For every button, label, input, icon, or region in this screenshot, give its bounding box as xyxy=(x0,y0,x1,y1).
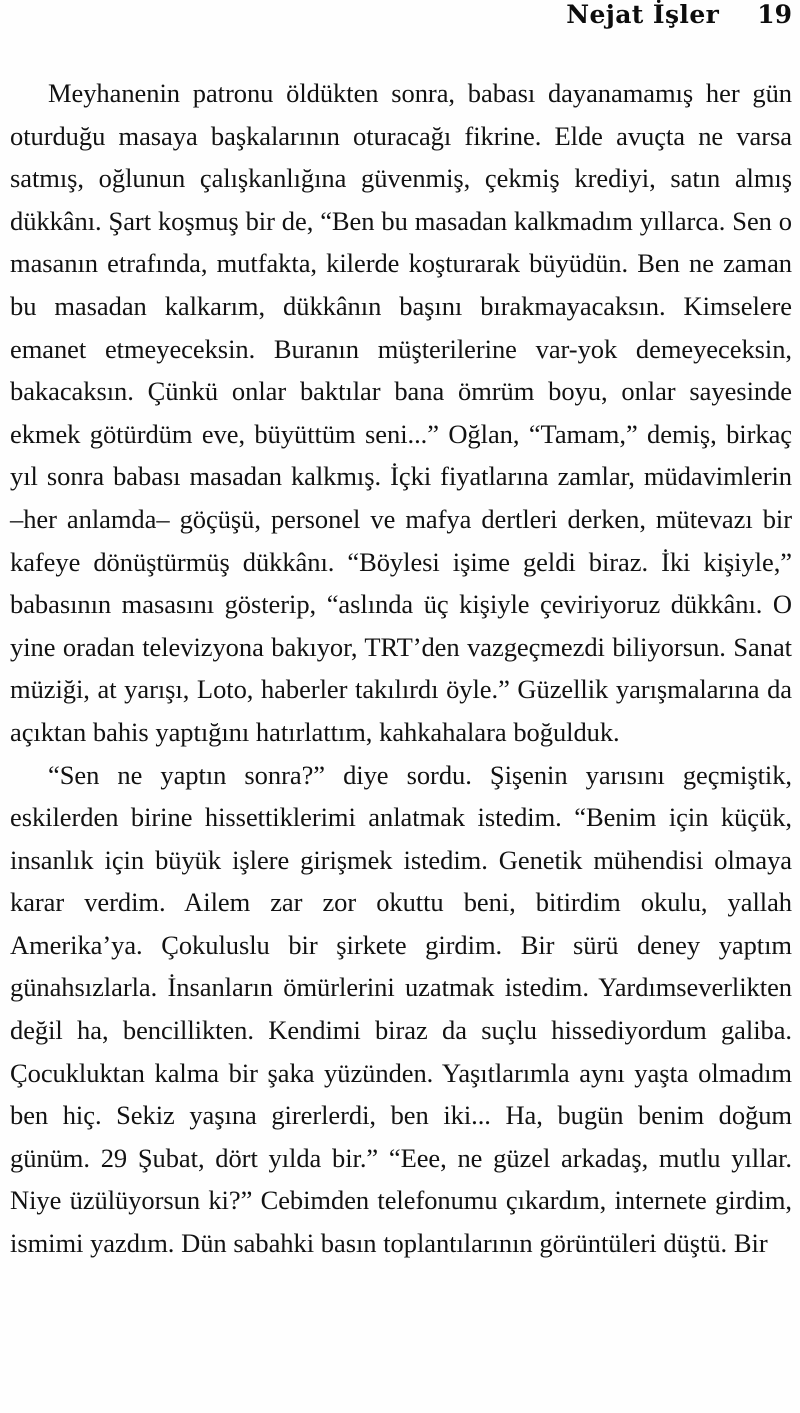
body-paragraph: Meyhanenin patronu öldükten sonra, babası dayanamamış her gün oturduğu masaya başkalarının oturacağı fikrine. Elde avuçta ne varsa satmış, oğlunun çalışkanlığına güvenmiş, çekmiş krediyi, satın almış dükkânı. Şart koşmuş bir de, “Ben bu masadan kalkmadım yıllarca. Sen o masanın etrafında, mutfakta, kilerde koşturarak büyüdün. Ben ne zaman bu masadan kalkarım, dükkânın başını bırakmayacaksın. Kimselere emanet etmeyeceksin. Buranın müşterilerine var-yok demeyeceksin, bakacaksın. Çünkü onlar baktılar bana ömrüm boyu, onlar sayesinde ekmek götürdüm eve, büyüttüm seni...” Oğlan, “Tamam,” demiş, birkaç yıl sonra babası masadan kalkmış. İçki fiyatlarına zamlar, müdavimlerin –her anlamda– göçüşü, personel ve mafya dertleri derken, mütevazı bir kafeye dönüştürmüş dükkânı. “Böylesi işime geldi biraz. İki kişiyle,” babasının masasını gösterip, “aslında üç kişiyle çeviriyoruz dükkânı. O yine oradan televizyona bakıyor, TRT’den vazgeçmezdi biliyorsun. Sanat müziği, at yarışı, Loto, haberler takılırdı öyle.” Güzellik yarışmalarına da açıktan bahis yaptığını hatırlattım, kahkahalara boğulduk. xyxy=(10,78,792,747)
body-paragraph: “Sen ne yaptın sonra?” diye sordu. Şişenin yarısını geçmiştik, eskilerden birine hissettiklerimi anlatmak istedim. “Benim için küçük, insanlık için büyük işlere girişmek istedim. Genetik mühendisi olmaya karar verdim. Ailem zar zor okuttu beni, bitirdim okulu, yallah Amerika’ya. Çokuluslu bir şirkete girdim. Bir sürü deney yaptım günahsızlarla. İnsanların ömürlerini uzatmak istedim. Yardımseverlikten değil ha, bencillikten. Kendimi biraz da suçlu hissediyordum galiba. Çocukluktan kalma bir şaka yüzünden. Yaşıtlarımla aynı yaşta olmadım ben hiç. Sekiz yaşına girerlerdi, ben iki... Ha, bugün benim doğum günüm. 29 Şubat, dört yılda bir.” “Eee, ne güzel arkadaş, mutlu yıllar. Niye üzülüyorsun ki?” Cebimden telefonumu çıkardım, internete girdim, ismimi yazdım. Dün sabahki basın toplantılarının görüntüleri düştü. Bir xyxy=(10,759,792,1259)
running-head-title: Nejat İşler xyxy=(566,0,720,29)
body-text-block xyxy=(10,72,792,1265)
page-number: 19 xyxy=(757,0,792,29)
running-head xyxy=(10,0,792,34)
